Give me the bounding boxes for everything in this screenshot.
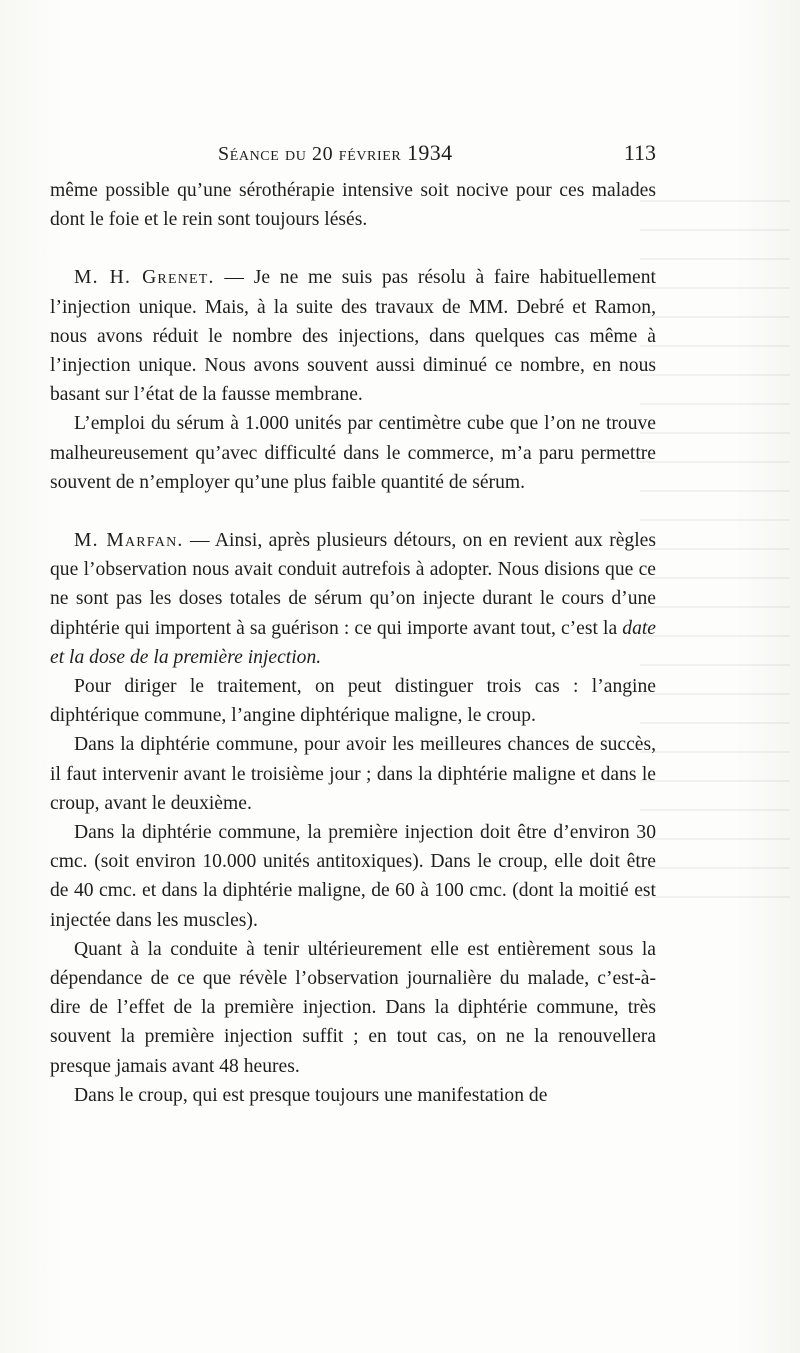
bleed-through-shadow <box>640 200 790 900</box>
speaker-grenet: M. H. Grenet. <box>74 267 215 289</box>
paragraph-common-diphtheria: Dans la diphtérie commune, pour avoir les meilleures chances de succès, il faut intervenir avant le troisième jour ; dans la diphtérie maligne et dans le croup, avant le deuxième. <box>50 734 656 814</box>
paragraph-treatment: Pour diriger le traitement, on peut distinguer trois cas : l’angine diphtérique commune, l’angine diphtérique maligne, le croup. <box>50 676 656 727</box>
speaker-marfan: M. Marfan. <box>74 530 184 552</box>
emphasis-first-injection: date et la dose de la première injection. <box>50 617 656 668</box>
running-header <box>218 140 656 166</box>
paragraph-grenet: M. H. Grenet. — Je ne me suis pas résolu à faire habituellement l’injection unique. Mais, à la suite des travaux de MM. Debré et Ramon, nous avons réduit le nombre des injections, dans quelques cas même à l’injection unique. Nous avons souvent aussi diminué ce nombre, en nous basant sur l’état de la fausse membrane. <box>50 267 656 406</box>
body-text <box>50 176 656 1110</box>
paragraph-croup: Dans le croup, qui est presque toujours une manifestation de <box>74 1084 548 1106</box>
header-year: 1934 <box>406 140 453 165</box>
running-title: Séance du 20 février 1934 <box>218 140 453 165</box>
page-number: 113 <box>623 140 656 165</box>
paragraph-marfan: M. Marfan. — Ainsi, après plusieurs détours, on en revient aux règles que l’observation nous avait conduit autrefois à adopter. Nous disions que ce ne sont pas les doses totales de sérum qu’on injecte durant le cours d’une diphtérie qui importent à sa guérison : ce qui importe avant tout, c’est la date et la dose de la première injection. <box>50 530 656 668</box>
paragraph-follow-up: Quant à la conduite à tenir ultérieurement elle est entièrement sous la dépendance de ce que révèle l’observation journalière du malade, c’est-à-dire de l’effet de la première injection. Dans la diphtérie commune, très souvent la première injection suffit ; en tout cas, on ne la renouvellera presque jamais avant 48 heures. <box>50 938 656 1077</box>
paragraph-dosage: Dans la diphtérie commune, la première injection doit être d’environ 30 cmc. (soit environ 10.000 unités antitoxiques). Dans le croup, elle doit être de 40 cmc. et dans la diphtérie maligne, de 60 à 100 cmc. (dont la moitié est injectée dans les muscles). <box>50 822 656 931</box>
paragraph-serum: L’emploi du sérum à 1.000 unités par centimètre cube que l’on ne trouve malheureusement qu’avec difficulté dans le commerce, m’a paru permettre souvent de n’employer qu’une plus faible quantité de sérum. <box>50 413 656 493</box>
paragraph-continuation: même possible qu’une sérothérapie intensive soit nocive pour ces malades dont le foie et le rein sont toujours lésés. <box>50 180 656 231</box>
